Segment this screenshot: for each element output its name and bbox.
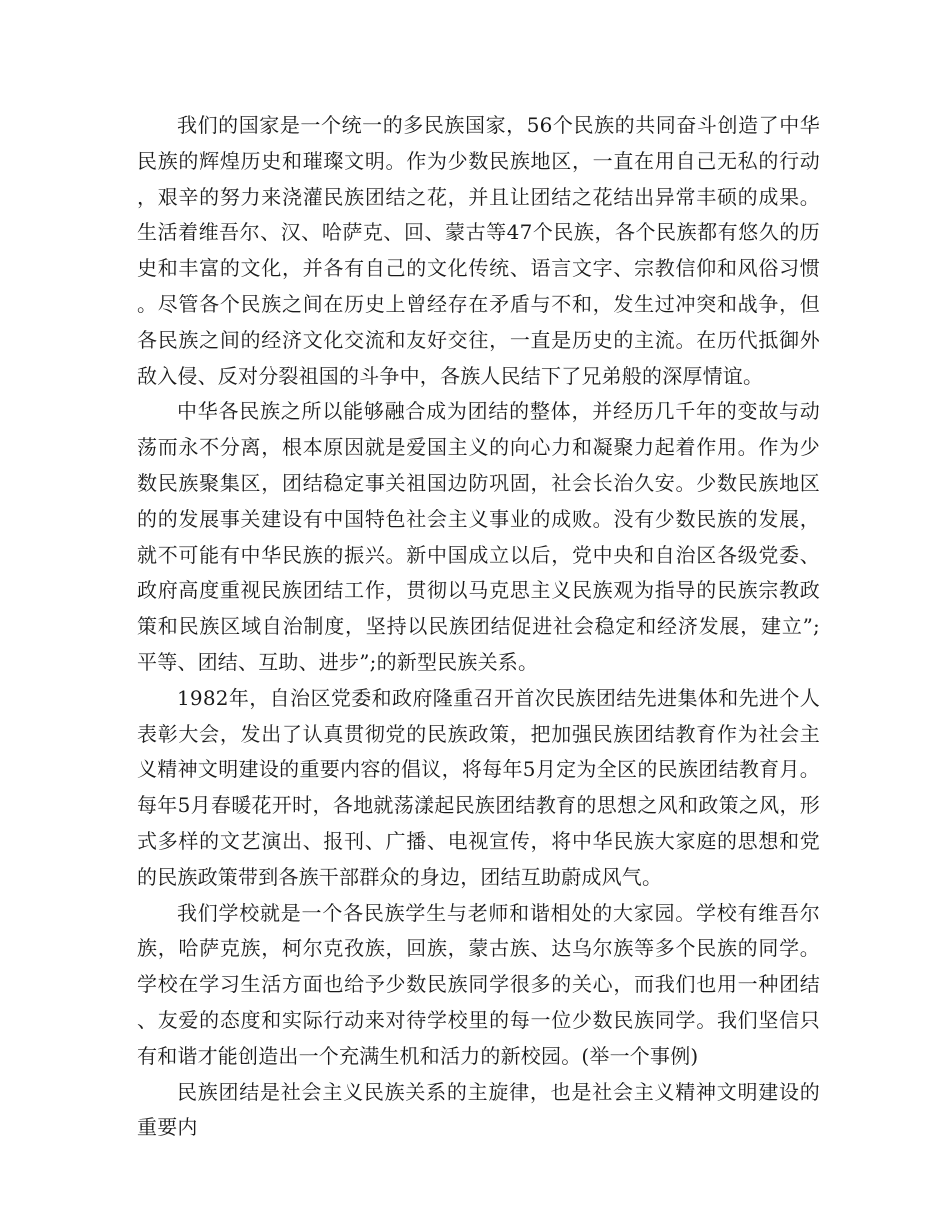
paragraph-5: 民族团结是社会主义民族关系的主旋律，也是社会主义精神文明建设的重要内 (137, 1079, 820, 1140)
paragraph-3: 1982年，自治区党委和政府隆重召开首次民族团结先进集体和先进个人表彰大会，发出了认真贯彻党的民族政策，把加强民族团结教育作为社会主义精神文明建设的重要内容的倡议，将每年5月定为全区的民族团结教育月。每年5月春暖花开时，各地就荡漾起民族团结教育的思想之风和政策之风，形式多样的文艺演出、报刊、广播、电视宣传，将中华民族大家庭的思想和党的民族政策带到各族干部群众的身边，团结互助蔚成风气。 (137, 685, 820, 889)
document-body (137, 108, 834, 1146)
paragraph-2: 中华各民族之所以能够融合成为团结的整体，并经历几千年的变故与动荡而永不分离，根本原因就是爱国主义的向心力和凝聚力起着作用。作为少数民族聚集区，团结稳定事关祖国边防巩固，社会长治久安。少数民族地区的的发展事关建设有中国特色社会主义事业的成败。没有少数民族的发展，就不可能有中华民族的振兴。新中国成立以后，党中央和自治区各级党委、政府高度重视民族团结工作，贯彻以马克思主义民族观为指导的民族宗教政策和民族区域自治制度，坚持以民族团结促进社会稳定和经济发展，建立”;平等、团结、互助、进步”;的新型民族关系。 (137, 399, 820, 674)
paragraph-4: 我们学校就是一个各民族学生与老师和谐相处的大家园。学校有维吾尔族，哈萨克族，柯尔克孜族，回族，蒙古族、达乌尔族等多个民族的同学。学校在学习生活方面也给予少数民族同学很多的关心，而我们也用一种团结、友爱的态度和实际行动来对待学校里的每一位少数民族同学。我们坚信只有和谐才能创造出一个充满生机和活力的新校园。(举一个事例) (137, 900, 820, 1068)
paragraph-1: 我们的国家是一个统一的多民族国家，56个民族的共同奋斗创造了中华民族的辉煌历史和璀璨文明。作为少数民族地区，一直在用自己无私的行动，艰辛的努力来浇灌民族团结之花，并且让团结之花结出异常丰硕的成果。 生活着维吾尔、汉、哈萨克、回、蒙古等47个民族，各个民族都有悠久的历史和丰富的文化，并各有自己的文化传统、语言文字、宗教信仰和风俗习惯。尽管各个民族之间在历史上曾经存在矛盾与不和，发生过冲突和战争，但各民族之间的经济文化交流和友好交往，一直是历史的主流。在历代抵御外敌入侵、反对分裂祖国的斗争中，各族人民结下了兄弟般的深厚情谊。 (137, 113, 834, 388)
